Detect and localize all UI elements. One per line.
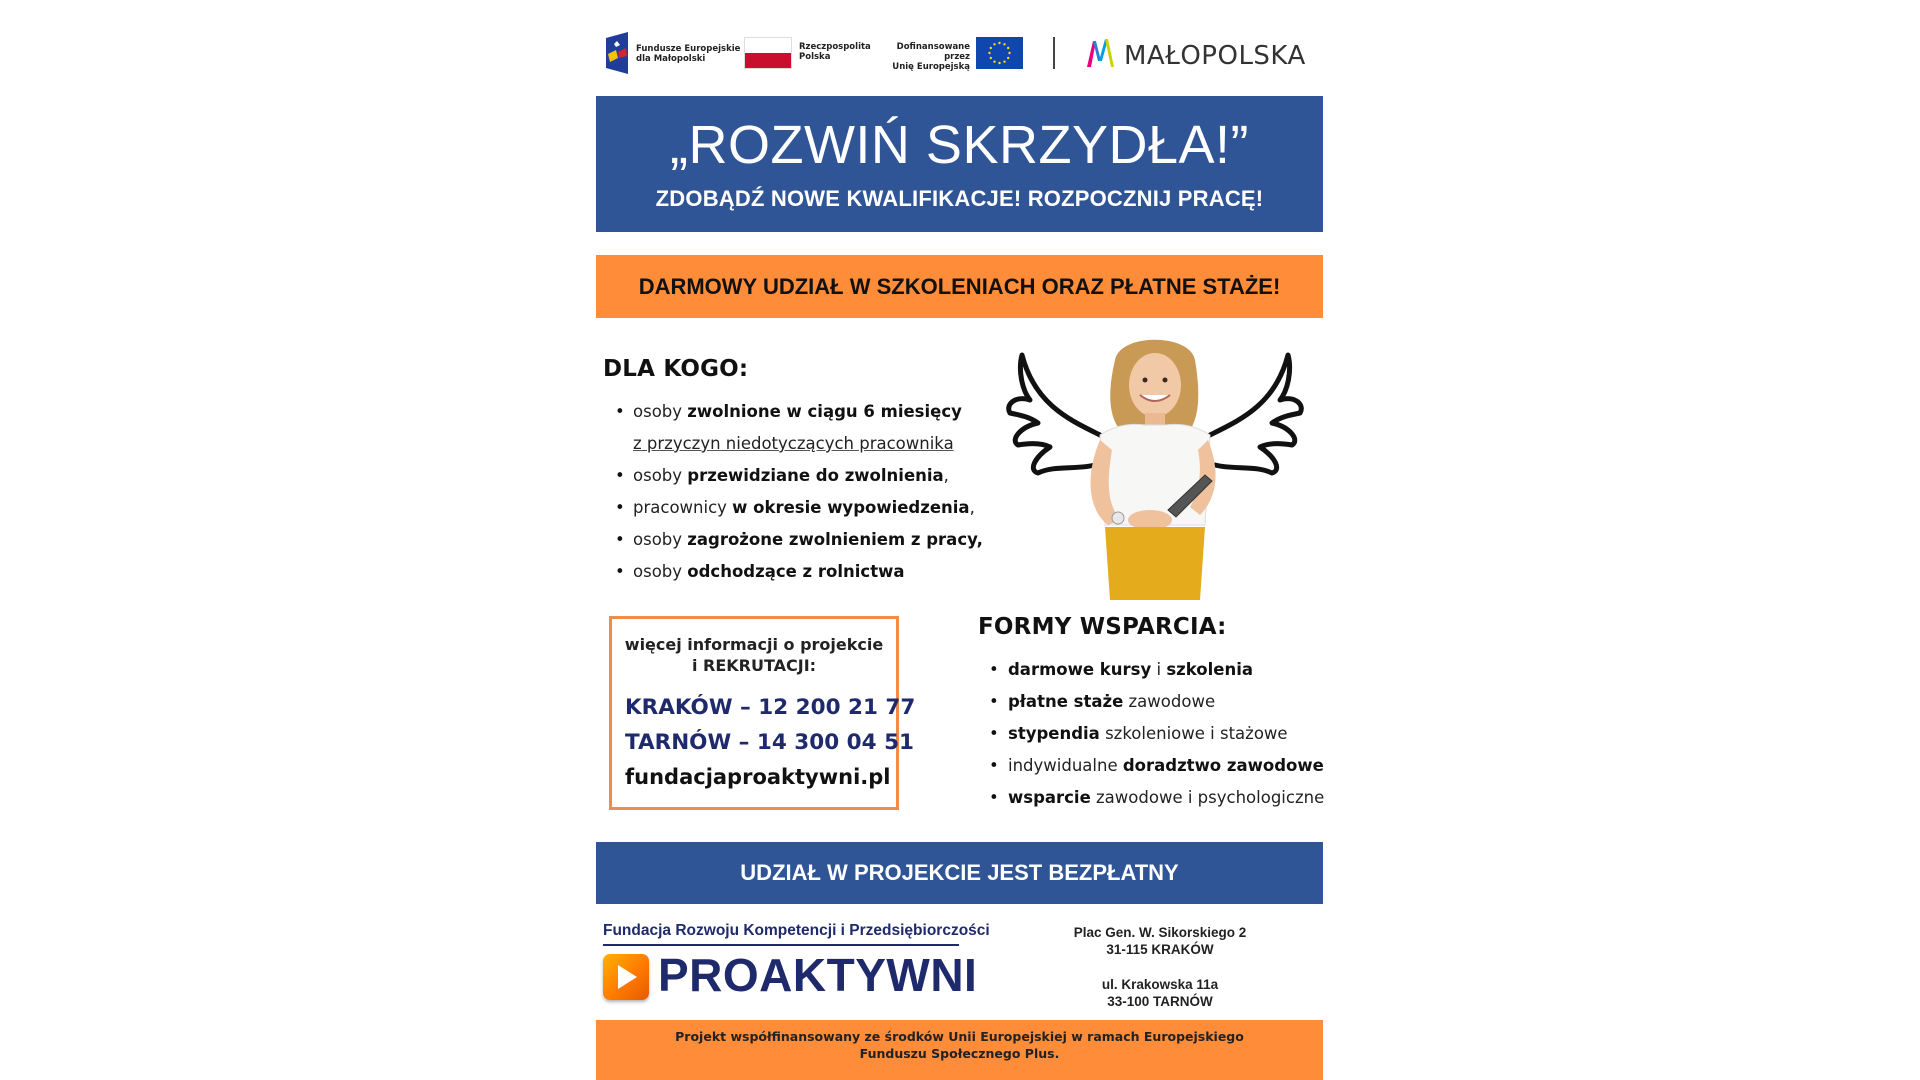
poland-line2: Polska xyxy=(799,52,831,62)
organization-full-name: Fundacja Rozwoju Kompetencji i Przedsiębiorczości xyxy=(603,922,990,939)
malopolska-logo-text: MAŁOPOLSKA xyxy=(1124,41,1306,71)
funding-note-line1: Projekt współfinansowany ze środków Unii Europejskiej w ramach Europejskiego xyxy=(675,1029,1244,1044)
funding-note-line2: Funduszu Społecznego Plus. xyxy=(859,1046,1060,1061)
eu-funds-line2: dla Małopolski xyxy=(636,54,706,64)
target-group-title: DLA KOGO: xyxy=(603,356,749,382)
support-forms-title: FORMY WSPARCIA: xyxy=(978,614,1227,640)
address-tarnow-street: ul. Krakowska 11a xyxy=(1101,977,1219,992)
poland-flag-icon xyxy=(744,37,792,69)
organization-brand: PROAKTYWNI xyxy=(658,949,978,1001)
list-item: • płatne staże zawodowe xyxy=(989,686,1324,718)
funding-note xyxy=(596,1020,1323,1062)
list-item: • osoby odchodzące z rolnictwa xyxy=(615,556,995,588)
contact-intro xyxy=(612,634,896,676)
addresses xyxy=(1050,924,1270,1010)
phone-krakow[interactable]: KRAKÓW – 12 200 21 77 xyxy=(625,695,916,720)
contact-intro-line2: i REKRUTACJI: xyxy=(691,656,817,675)
offer-banner xyxy=(596,255,1323,318)
hero-title: „ROZWIŃ SKRZYDŁA!” xyxy=(669,115,1249,175)
support-forms-list xyxy=(989,654,1324,814)
eu-funds-line1: Fundusze Europejskie xyxy=(636,44,741,54)
poland-line1: Rzeczpospolita xyxy=(799,42,871,52)
eu-funds-logo-label xyxy=(636,44,740,64)
eu-funds-logo-icon xyxy=(606,32,628,74)
contact-phones xyxy=(612,690,916,760)
eu-line2: Unię Europejską xyxy=(892,62,970,72)
eu-line1: Dofinansowane przez xyxy=(896,42,970,62)
hero-subtitle: ZDOBĄDŹ NOWE KWALIFIKACJE! ROZPOCZNIJ PRACĘ! xyxy=(655,186,1264,211)
phone-tarnow[interactable]: TARNÓW – 14 300 04 51 xyxy=(625,730,914,755)
free-participation-banner xyxy=(596,842,1323,904)
list-item: • osoby zagrożone zwolnieniem z pracy, xyxy=(615,524,995,556)
contact-info-box xyxy=(609,616,916,810)
organization-divider xyxy=(603,944,959,946)
address-tarnow-city: 33-100 TARNÓW xyxy=(1107,994,1213,1009)
list-item: • indywidualne doradztwo zawodowe xyxy=(989,750,1324,782)
poland-logo-label xyxy=(799,42,871,62)
hero-banner xyxy=(596,96,1323,232)
list-item: • wsparcie zawodowe i psychologiczne xyxy=(989,782,1324,814)
offer-text: DARMOWY UDZIAŁ W SZKOLENIACH ORAZ PŁATNE STAŻE! xyxy=(638,274,1281,299)
target-group-list xyxy=(615,396,995,588)
funding-footer xyxy=(596,1020,1323,1080)
eu-flag-icon xyxy=(976,37,1023,69)
list-item: • stypendia szkoleniowe i stażowe xyxy=(989,718,1324,750)
woman-with-wings-illustration xyxy=(1000,335,1310,600)
list-item: • pracownicy w okresie wypowiedzenia, xyxy=(615,492,995,524)
address-krakow-city: 31-115 KRAKÓW xyxy=(1106,942,1214,957)
address-krakow-street: Plac Gen. W. Sikorskiego 2 xyxy=(1073,925,1247,940)
list-item-continuation: z przyczyn niedotyczących pracownika xyxy=(633,434,954,453)
free-participation-text: UDZIAŁ W PROJEKCIE JEST BEZPŁATNY xyxy=(740,860,1179,885)
play-button-logo-icon xyxy=(603,954,649,1000)
list-item: • osoby zwolnione w ciągu 6 miesięcy xyxy=(615,396,995,428)
malopolska-logo-icon xyxy=(1085,37,1115,69)
contact-intro-line1: więcej informacji o projekcie xyxy=(624,635,884,654)
logo-divider xyxy=(1053,37,1055,69)
list-item: • osoby przewidziane do zwolnienia, xyxy=(615,460,995,492)
eu-cofunded-label xyxy=(878,42,970,72)
list-item: • darmowe kursy i szkolenia xyxy=(989,654,1324,686)
website-link[interactable]: fundacjaproaktywni.pl xyxy=(625,765,891,789)
